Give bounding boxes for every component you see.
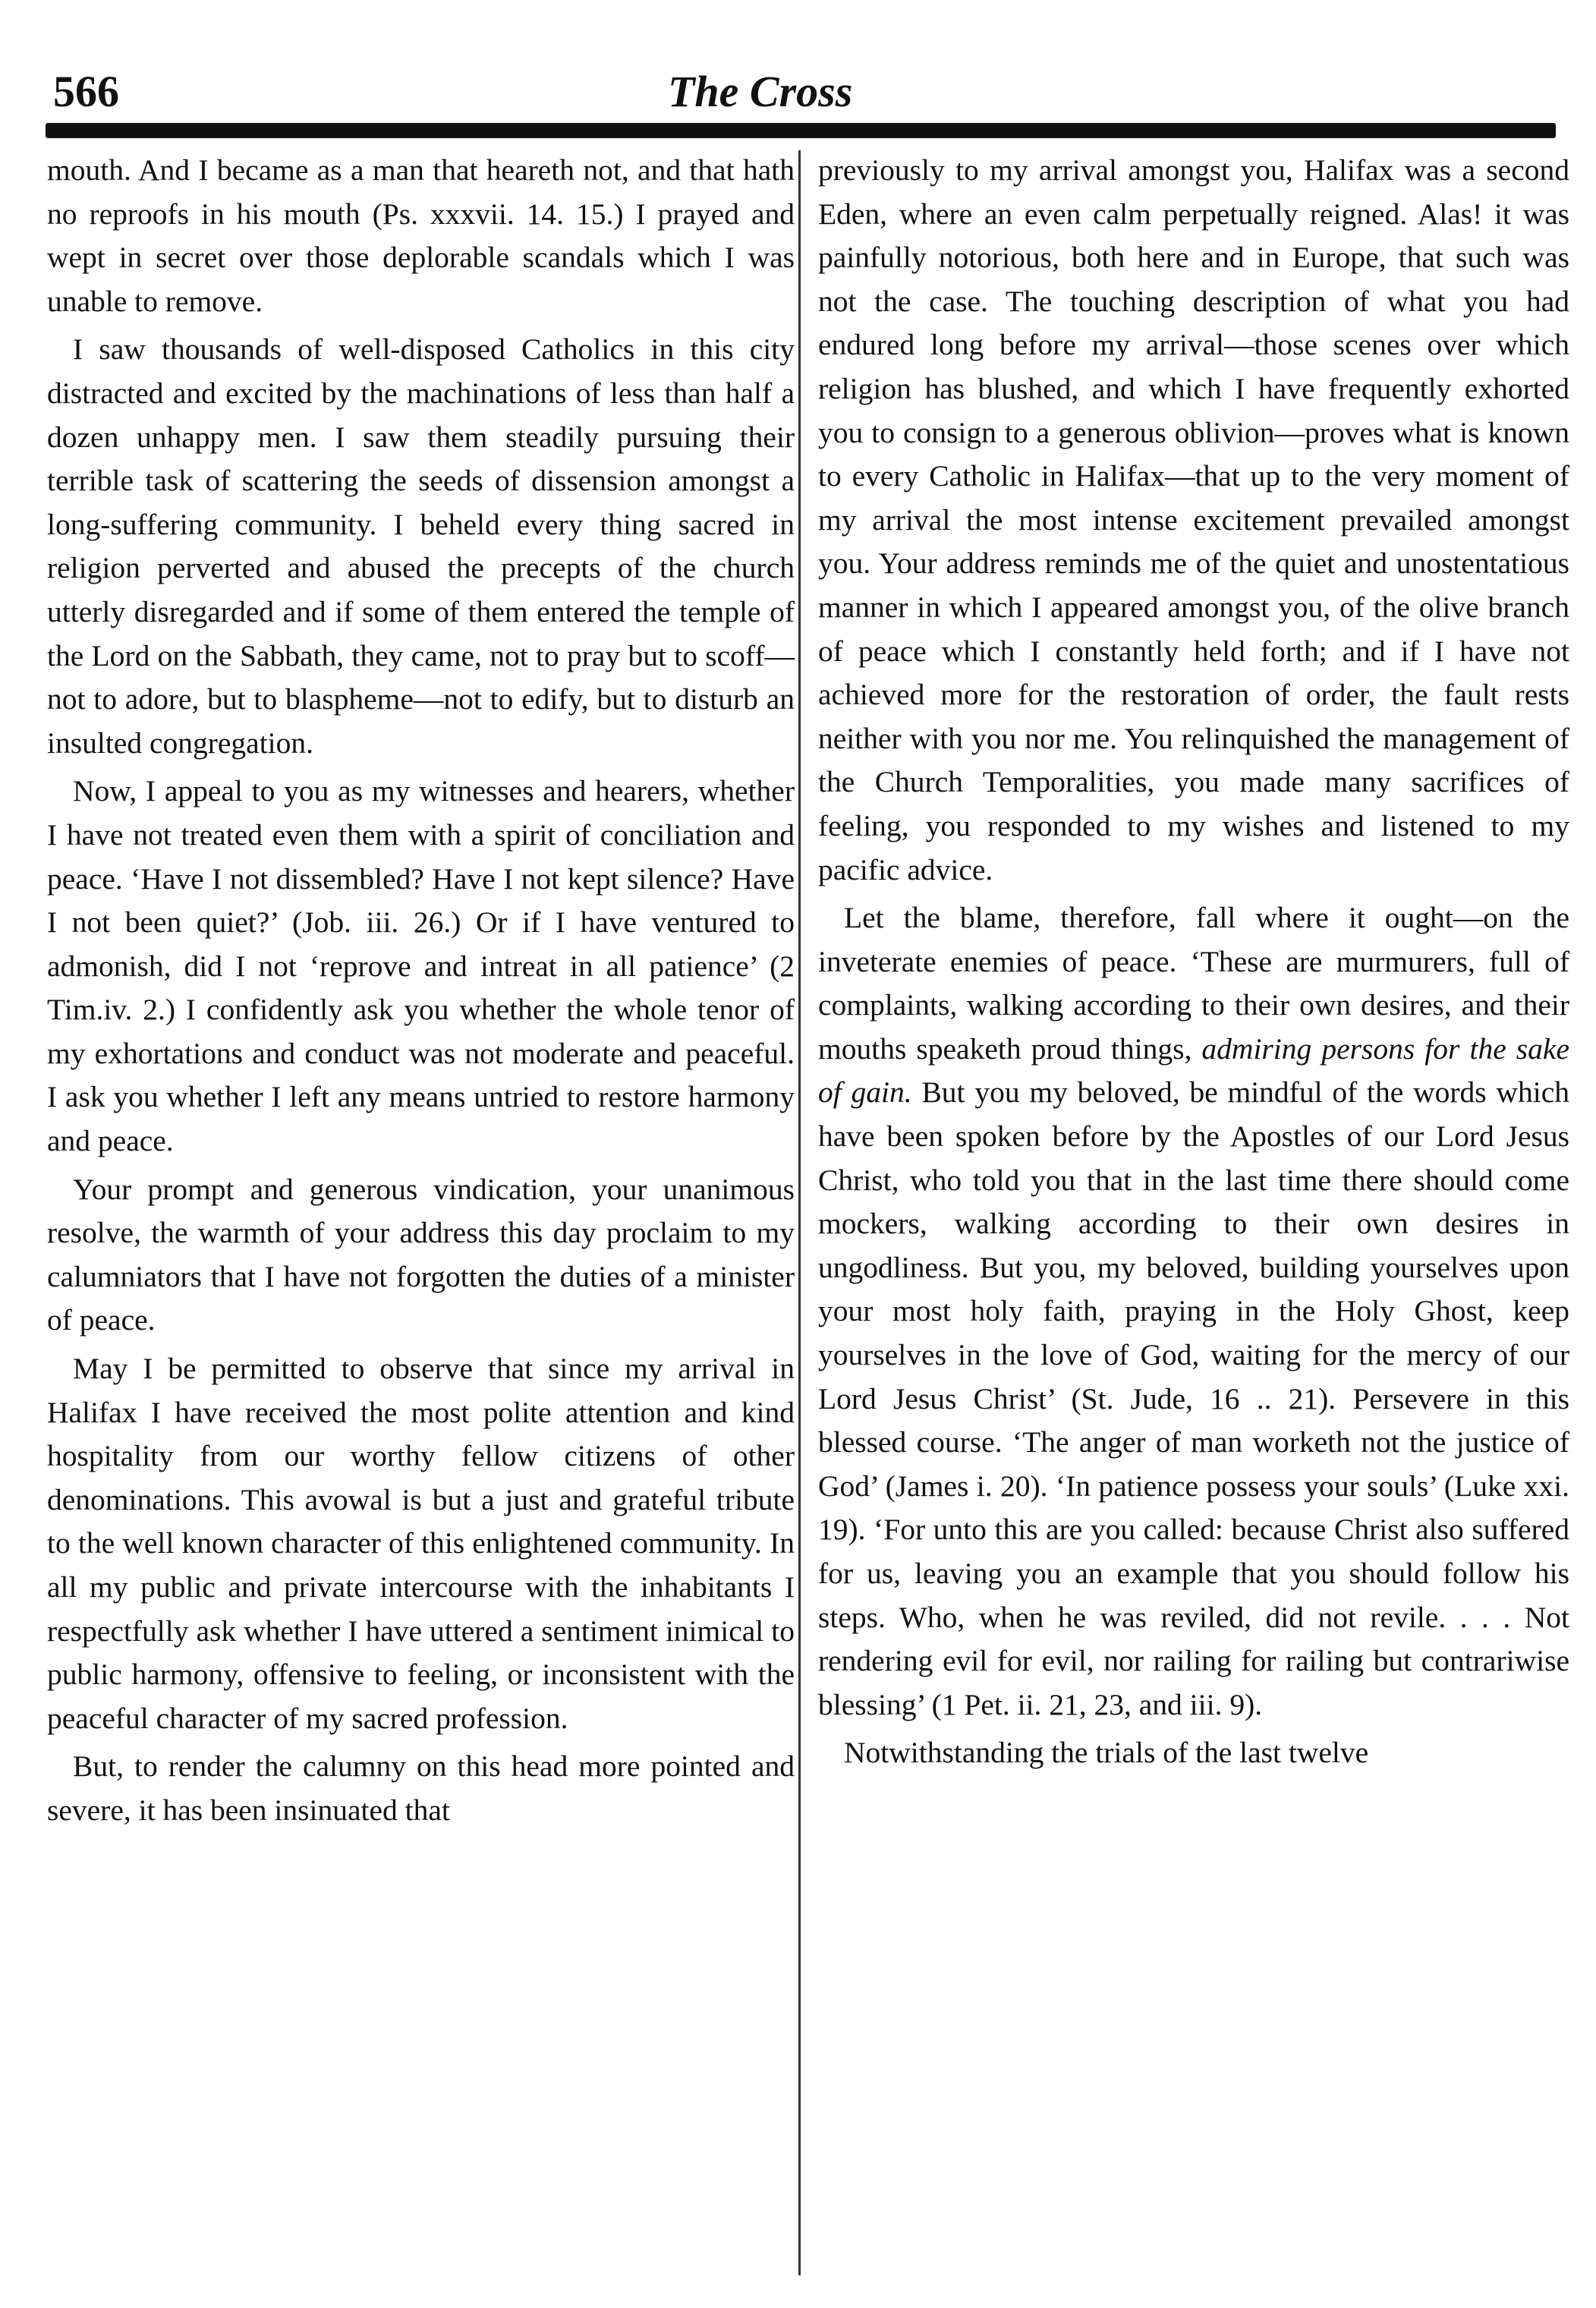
paragraph-text: Let the blame, therefore, fall where it ought—on the inveterate enemies of peace. ‘These are murmurers, full of complaints, walking according to their own desires, and their mouths speaketh proud things,	[818, 901, 1569, 1066]
right-column	[818, 149, 1569, 1780]
paragraph: Notwithstanding the trials of the last twelve	[844, 1736, 1369, 1770]
column-divider	[798, 150, 801, 2275]
left-column	[47, 149, 795, 1837]
paragraph: May I be permitted to observe that since my arrival in Halifax I have received the most polite attention and kind hospitality from our worthy fellow citizens of other denominations. This avowal is but a just and grateful tribute to the well known character of this enlightened community. In all my public and private intercourse with the inhabitants I respectfully ask whether I have uttered a sentiment inimical to public harmony, offensive to feeling, or inconsistent with the peaceful character of my sacred profession.	[47, 1352, 795, 1735]
paragraph: But, to render the calumny on this head more pointed and severe, it has been insinuated that	[47, 1749, 795, 1827]
header-rule	[46, 123, 1556, 138]
paragraph: I saw thousands of well-disposed Catholics in this city distracted and excited by the machinations of less than half a dozen unhappy men. I saw them steadily pursuing their terrible task of scattering the seeds of dissension amongst a long-suffering community. I beheld every thing sacred in religion perverted and abused the precepts of the church utterly disregarded and if some of them entered the temple of the Lord on the Sabbath, they came, not to pray but to scoff—not to adore, but to blaspheme—not to edify, but to disturb an insulted congregation.	[47, 332, 795, 760]
page-number: 566	[53, 67, 119, 116]
paragraph: Now, I appeal to you as my witnesses and hearers, whether I have not treated even them with a spirit of conciliation and peace. ‘Have I not dissembled? Have I not kept silence? Have I not been quiet?’ (Job. iii. 26.) Or if I have ventured to admonish, did I not ‘reprove and intreat in all patience’ (2 Tim.iv. 2.) I confidently ask you whether the whole tenor of my exhortations and conduct was not moderate and peaceful. I ask you whether I left any means untried to restore harmony and peace.	[47, 774, 795, 1158]
paragraph: mouth. And I became as a man that heareth not, and that hath no reproofs in his mouth (Ps. xxxvii. 14. 15.) I prayed and wept in secret over those deplorable scandals which I was unable to remove.	[47, 153, 795, 318]
paragraph: Your prompt and generous vindication, your unanimous resolve, the warmth of your address this day proclaim to my calumniators that I have not forgotten the duties of a minister of peace.	[47, 1172, 795, 1337]
italic-phrase: admiring persons for the sake of gain.	[818, 1031, 1569, 1110]
paragraph-text: But you my beloved, be mindful of the words which have been spoken before by the Apostles of our Lord Jesus Christ, who told you that in the last time there should come mockers, walking according to their own desires in ungodliness. But you, my beloved, building yourselves upon your most holy faith, praying in the Holy Ghost, keep yourselves in the love of God, waiting for the mercy of our Lord Jesus Christ’ (St. Jude, 16 .. 21). Persevere in this blessed course. ‘The anger of man worketh not the justice of God’ (James i. 20). ‘In patience possess your souls’ (Luke xxi. 19). ‘For unto this are you called: because Christ also suffered for us, leaving you an example that you should follow his steps. Who, when he was reviled, did not revile. . . . Not rendering evil for evil, nor railing for railing but contrariwise blessing’ (1 Pet. ii. 21, 23, and iii. 9).	[818, 1075, 1570, 1721]
paragraph: previously to my arrival amongst you, Halifax was a second Eden, where an even calm perpetually reigned. Alas! it was painfully notorious, both here and in Europe, that such was not the case. The touching description of what you had endured long before my arrival—those scenes over which religion has blushed, and which I have frequently exhorted you to consign to a generous oblivion—proves what is known to every Catholic in Halifax—that up to the very moment of my arrival the most intense excitement prevailed amongst you. Your address reminds me of the quiet and unostentatious manner in which I appeared amongst you, of the olive branch of peace which I constantly held forth; and if I have not achieved more for the restoration of order, the fault rests neither with you nor me. You relinquished the management of the Church Temporalities, you made many sacrifices of feeling, you responded to my wishes and listened to my pacific advice.	[818, 153, 1569, 886]
paragraph	[818, 896, 1569, 1727]
running-title: The Cross	[668, 67, 853, 116]
